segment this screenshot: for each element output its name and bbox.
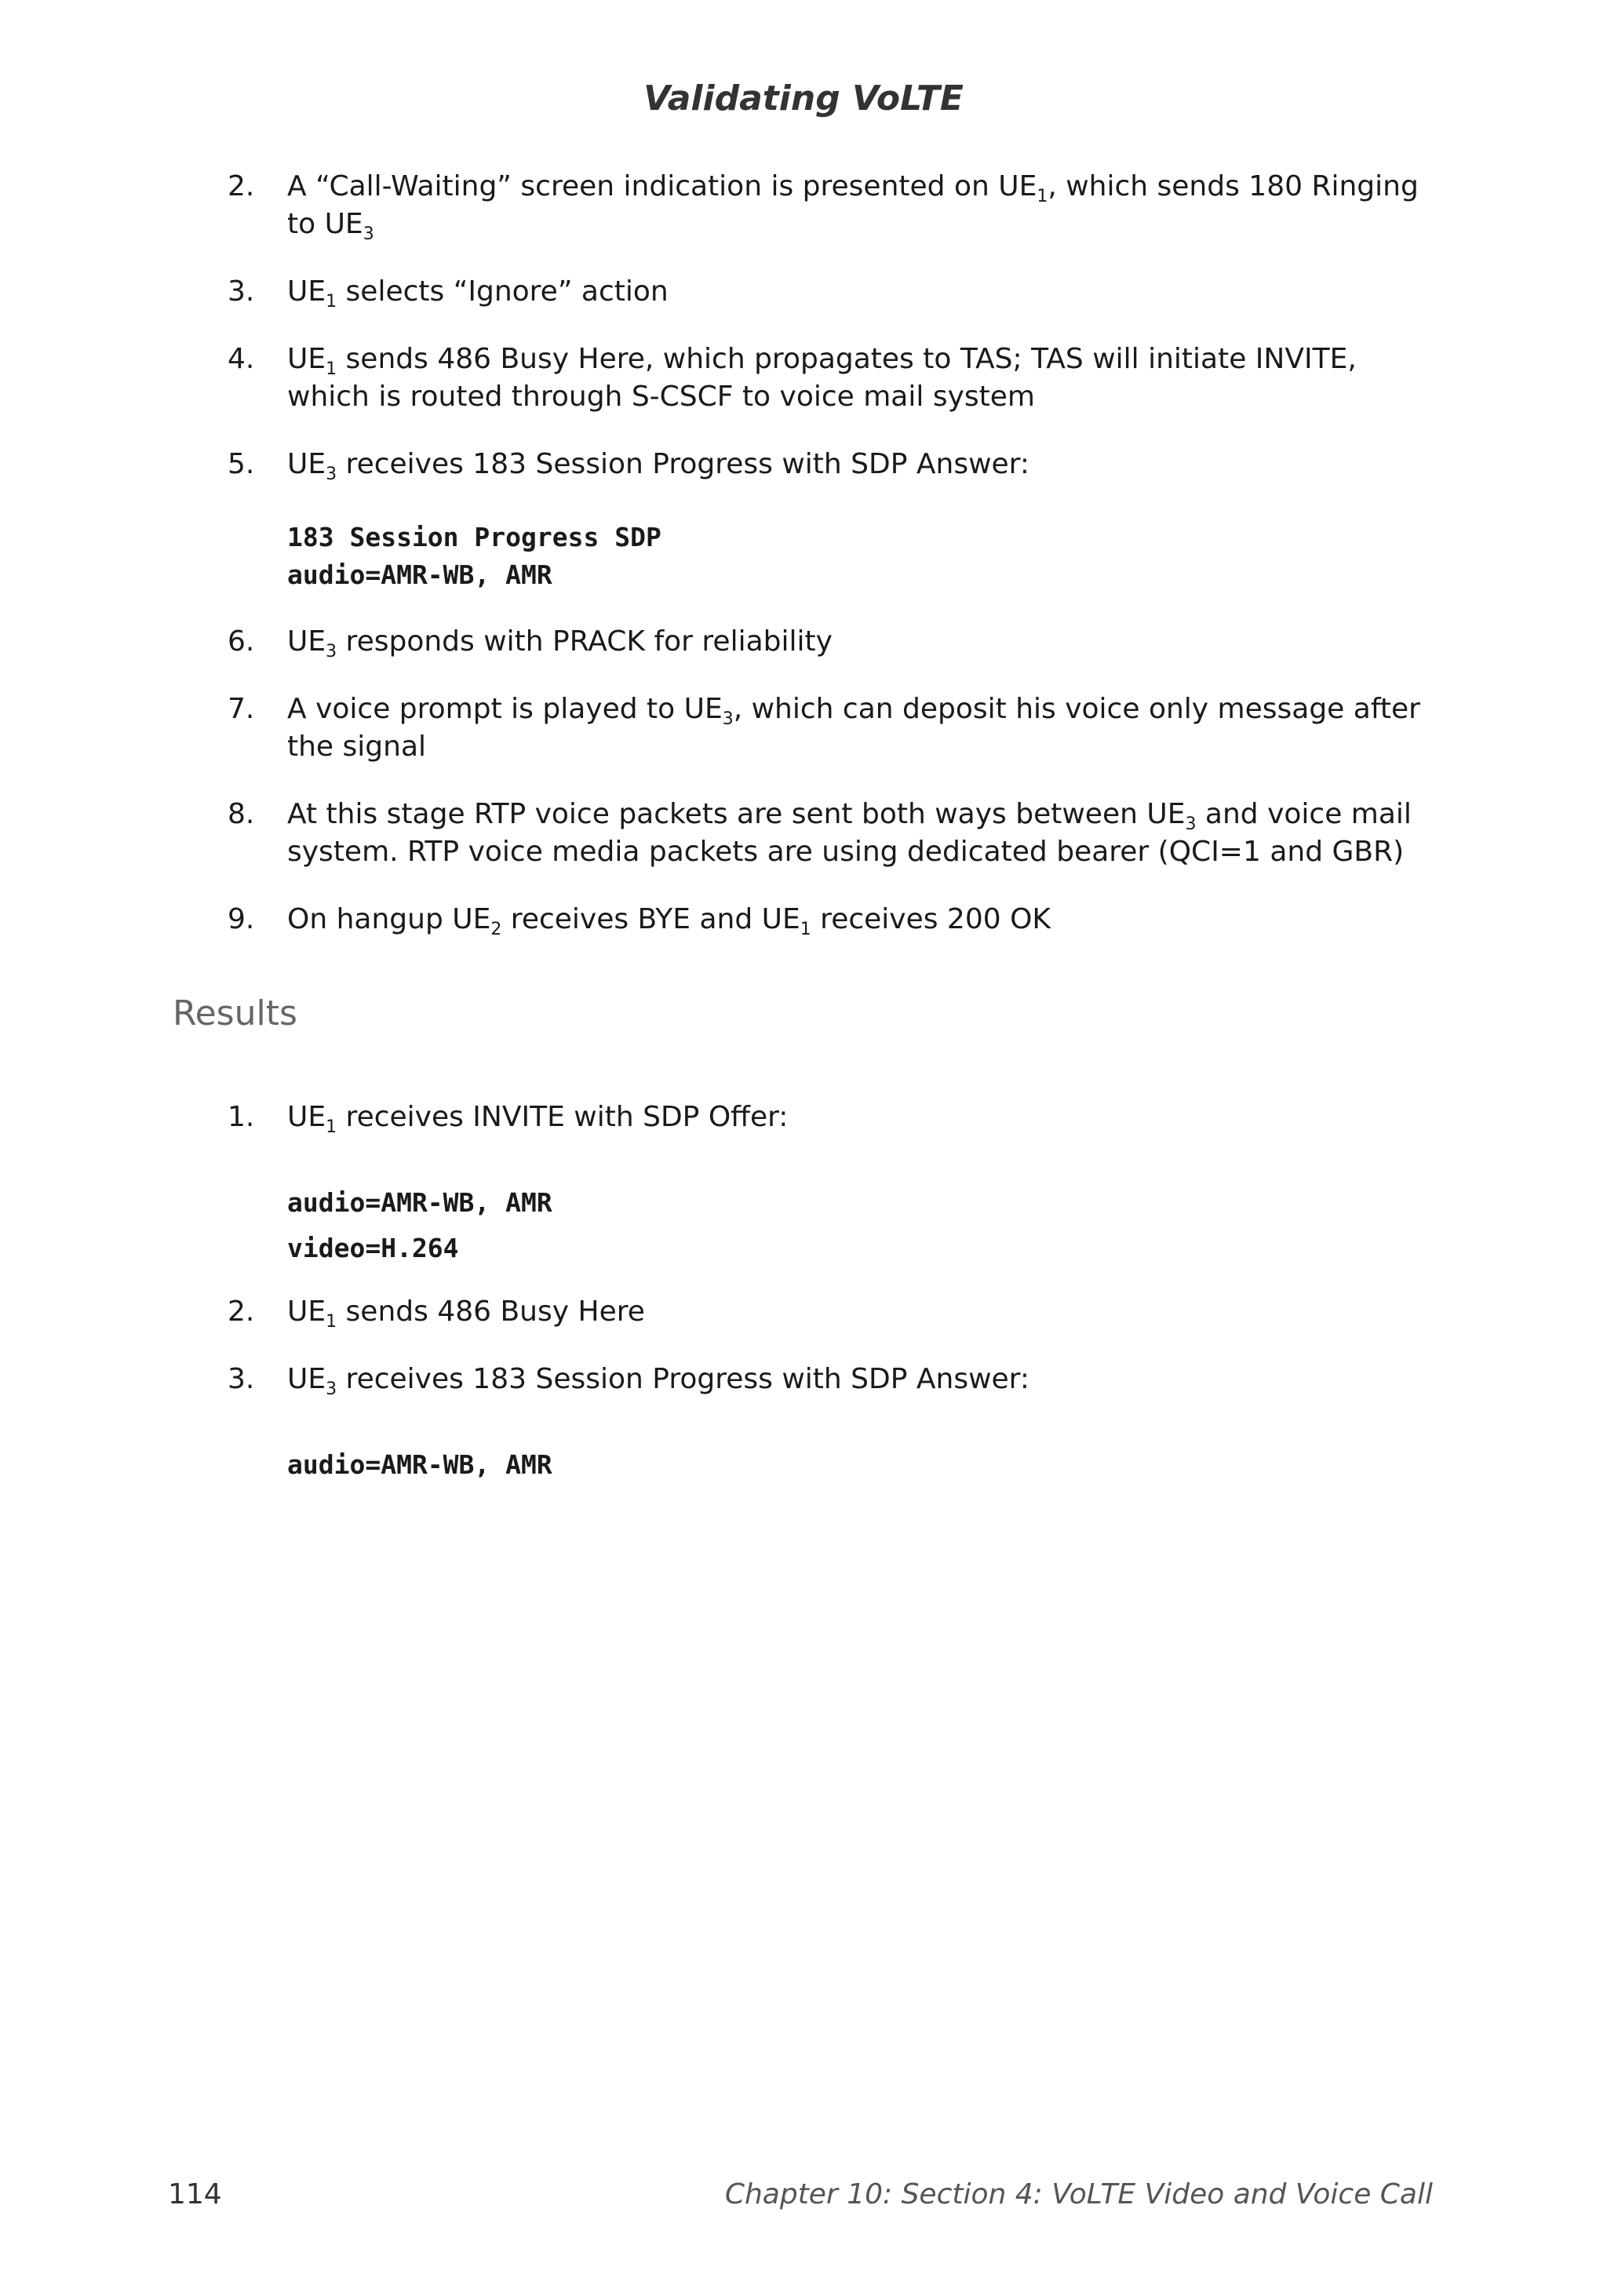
step-number: 2. [228, 170, 255, 202]
list-item-step-7 [228, 691, 1436, 766]
text-run: A voice prompt is played to UE [287, 693, 723, 725]
subscript: 1 [326, 1117, 337, 1137]
text-run: receives 200 OK [811, 903, 1051, 935]
list-item-step-6 [228, 623, 1436, 661]
step-number: 3. [228, 275, 255, 308]
step-text [287, 168, 1436, 243]
subscript: 1 [326, 359, 337, 379]
text-run: receives BYE and UE [501, 903, 800, 935]
list-item-step-2 [228, 168, 1436, 243]
subscript: 1 [1037, 187, 1048, 206]
result-text [287, 1361, 1436, 1398]
text-run: responds with PRACK for reliability [337, 625, 833, 658]
subscript: 3 [326, 1379, 337, 1399]
subscript: 3 [326, 465, 337, 484]
code-line: 183 Session Progress SDP [287, 522, 661, 552]
step-text [287, 901, 1436, 938]
text-run: selects “Ignore” action [337, 275, 669, 308]
text-run: UE [287, 1296, 326, 1328]
rich-text [287, 275, 669, 312]
text-run: receives 183 Session Progress with SDP Answer: [337, 1363, 1029, 1395]
text-run: UE [287, 1101, 326, 1133]
result-text [287, 1099, 1436, 1136]
chapter-footer: Chapter 10: Section 4: VoLTE Video and Voice Call [724, 2178, 1433, 2210]
result-number: 2. [228, 1296, 255, 1328]
code-line: audio=AMR-WB, AMR [287, 1449, 552, 1480]
text-run: sends 486 Busy Here [337, 1296, 645, 1328]
code-line: audio=AMR-WB, AMR [287, 559, 552, 590]
step-number: 4. [228, 343, 255, 375]
page-number: 114 [168, 2178, 222, 2210]
rich-text [287, 1101, 789, 1137]
list-item-result-3 [228, 1361, 1436, 1398]
rich-text [287, 343, 1357, 413]
code-line: video=H.264 [287, 1233, 459, 1263]
result-number: 3. [228, 1363, 255, 1395]
list-item-step-9 [228, 901, 1436, 938]
step-number: 8. [228, 798, 255, 830]
result-text [287, 1293, 1436, 1331]
rich-text [287, 903, 1051, 939]
step-number: 5. [228, 448, 255, 480]
text-run: At this stage RTP voice packets are sent both ways between UE [287, 798, 1186, 830]
list-item-step-4 [228, 341, 1436, 416]
text-run: receives 183 Session Progress with SDP Answer: [337, 448, 1029, 480]
text-run: UE [287, 625, 326, 658]
text-run: UE [287, 343, 326, 375]
text-run: , which sends 180 Ringing to UE [287, 170, 1419, 240]
rich-text [287, 798, 1412, 868]
list-item-step-8 [228, 796, 1436, 871]
text-run: and voice mail system. RTP voice media packets are using dedicated bearer (QCI=1 and GBR) [287, 798, 1412, 868]
result-number: 1. [228, 1101, 255, 1133]
step-text [287, 341, 1436, 416]
list-item-result-1 [228, 1099, 1436, 1136]
rich-text [287, 170, 1419, 244]
results-heading: Results [173, 993, 297, 1033]
step-number: 9. [228, 903, 255, 935]
code-line: audio=AMR-WB, AMR [287, 1187, 552, 1218]
text-run: A “Call-Waiting” screen indication is presented on UE [287, 170, 1037, 202]
text-run: sends 486 Busy Here, which propagates to TAS; TAS will initiate INVITE, which is routed through S-CSCF to voice mail system [287, 343, 1357, 413]
subscript: 3 [326, 642, 337, 661]
list-item-result-2 [228, 1293, 1436, 1331]
rich-text [287, 693, 1420, 763]
rich-text [287, 1363, 1029, 1399]
page-header-title: Validating VoLTE [643, 78, 964, 118]
rich-text [287, 1296, 645, 1332]
text-run: receives INVITE with SDP Offer: [337, 1101, 789, 1133]
step-number: 7. [228, 693, 255, 725]
rich-text [287, 448, 1029, 484]
subscript: 3 [363, 224, 374, 244]
subscript: 3 [1185, 815, 1197, 834]
subscript: 3 [722, 709, 734, 729]
step-text [287, 446, 1436, 483]
step-text [287, 273, 1436, 311]
rich-text [287, 625, 833, 661]
step-text [287, 796, 1436, 871]
text-run: UE [287, 448, 326, 480]
list-item-step-3 [228, 273, 1436, 311]
subscript: 1 [800, 920, 811, 939]
subscript: 1 [326, 1312, 337, 1332]
subscript: 2 [490, 920, 502, 939]
text-run: On hangup UE [287, 903, 491, 935]
step-text [287, 623, 1436, 661]
text-run: , which can deposit his voice only message after the signal [287, 693, 1420, 763]
text-run: UE [287, 275, 326, 308]
step-number: 6. [228, 625, 255, 658]
list-item-step-5 [228, 446, 1436, 483]
step-text [287, 691, 1436, 766]
subscript: 1 [326, 292, 337, 312]
text-run: UE [287, 1363, 326, 1395]
